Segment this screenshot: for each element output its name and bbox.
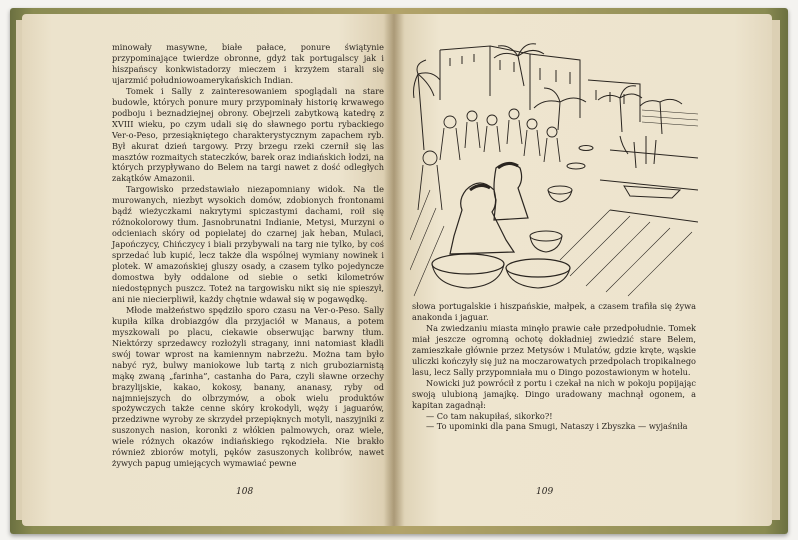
market-illustration [410, 40, 698, 300]
paragraph: Nowicki już powrócił z portu i czekał na nich w pokoju popijając swoją ulubioną jamajkę. Dingo uradowany machnął ogonem, a kapitan zagadnął: [412, 377, 696, 410]
paragraph: — Co tam nakupiłaś, sikorko?! [426, 410, 553, 421]
paragraph: Na zwiedzaniu miasta minęło prawie całe przedpołudnie. Tomek miał jeszcze ogromną ochotę dokładniej zwiedzić stare Belem, zamieszkałe głównie przez Metysów i Mulatów, gdzie kręte, wąskie uliczki kończyły się już na moczarowatych przedpolach tropikalnego lasu, lecz Sally przypomniała mu o Dingo pozostawionym w hotelu. [412, 322, 696, 377]
paragraph: Młode małżeństwo spędziło sporo czasu na Ver-o-Peso. Sally kupiła kilka drobiazgów dla przyjaciół w Manaus, a potem myszkowali po placu, ciekawie obserwując barwny tłum. Niektórzy sprzedawcy rozłożyli stragany, inni natomiast kładli swój towar wprost na kamiennym nabrzeżu. Można tam było nabyć ryż, bulwy maniokowe lub tartą z nich gruboziarnistą mąkę zwaną „farinha”, castanha do Para, czyli sławne orzechy brazylijskie, kakao, kokosy, banany, ananasy, ryby od najmniejszych do olbrzymów, a obok wielu produktów spożywczych także cenne skóry krokodyli, węży i jaguarów, przedziwne wyroby ze skrzydeł przepięknych motyli, naszyjniki z suszonych nasion, koronki z włókien palmowych, oraz wiele, wiele różnych okazów indiańskiego rękodzieła. Nie brakło również zbiorów motyli, pęków zasuszonych kolibrów, nawet żywych papug umiejących wymawiać pewne [112, 304, 384, 469]
page-number-left: 108 [236, 487, 254, 497]
page-number-right: 109 [536, 487, 554, 497]
paragraph: słowa portugalskie i hiszpańskie, małpek, a czasem trafiła się żywa anakonda i jaguar. [412, 301, 696, 322]
paragraph: Targowisko przedstawiało niezapomniany widok. Na tle murowanych, niezbyt wysokich domów, zdobionych frontonami bądź wieżyczkami nakrytymi spiczastymi dachami, roił się różnokolorowy tłum. Jasnobrunatni Indianie, Metysi, Murzyni o odcieniach skóry od popielatej do czarnej jak heban, Mulaci, Japończycy, Chińczycy i biali przybywali na targ nie tylko, by coś sprzedać lub kupić, lecz także dla wspólnej wymiany nowinek i plotek. W amazońskiej gluszy osady, a czasem tylko pojedyncze domostwa były oddalone od siebie o setki kilometrów niedostępnych puszcz. Toteż na targowisku nikt się nie spieszył, ani nie niecierpliwił, każdy chętnie wdawał się w pogawędkę. [112, 184, 384, 304]
right-page-text [412, 301, 696, 432]
left-page-text [112, 42, 384, 469]
paragraph: Tomek i Sally z zainteresowaniem spoglądali na stare budowle, których ponure mury przypominały historię krwawego podboju i beznadziejnej obrony. Obejrzeli zabytkową katedrę z XVIII wieku, po czym udali się do sławnego portu rybackiego Ver-o-Peso, przesiąkniętego charakterystycznym zapachem ryb. Był akurat dzień targowy. Przy brzegu rzeki czernił się las masztów rozmaitych stateczków, barek oraz indiańskich łodzi, na których przypływano do Belem na targi nawet z dość odległych zakątków Amazonii. [112, 85, 384, 184]
book-gutter [384, 14, 404, 526]
paragraph: — To upominki dla pana Smugi, Nataszy i Zbyszka — wyjaśniła [426, 421, 688, 432]
paragraph: minowały masywne, białe pałace, ponure świątynie przypominające twierdze obronne, gdyż tak portugalscy jak i hiszpańscy konkwistadorzy mieczem i krzyżem starali się ujarzmić południowoamerykańskich Indian. [112, 42, 384, 85]
